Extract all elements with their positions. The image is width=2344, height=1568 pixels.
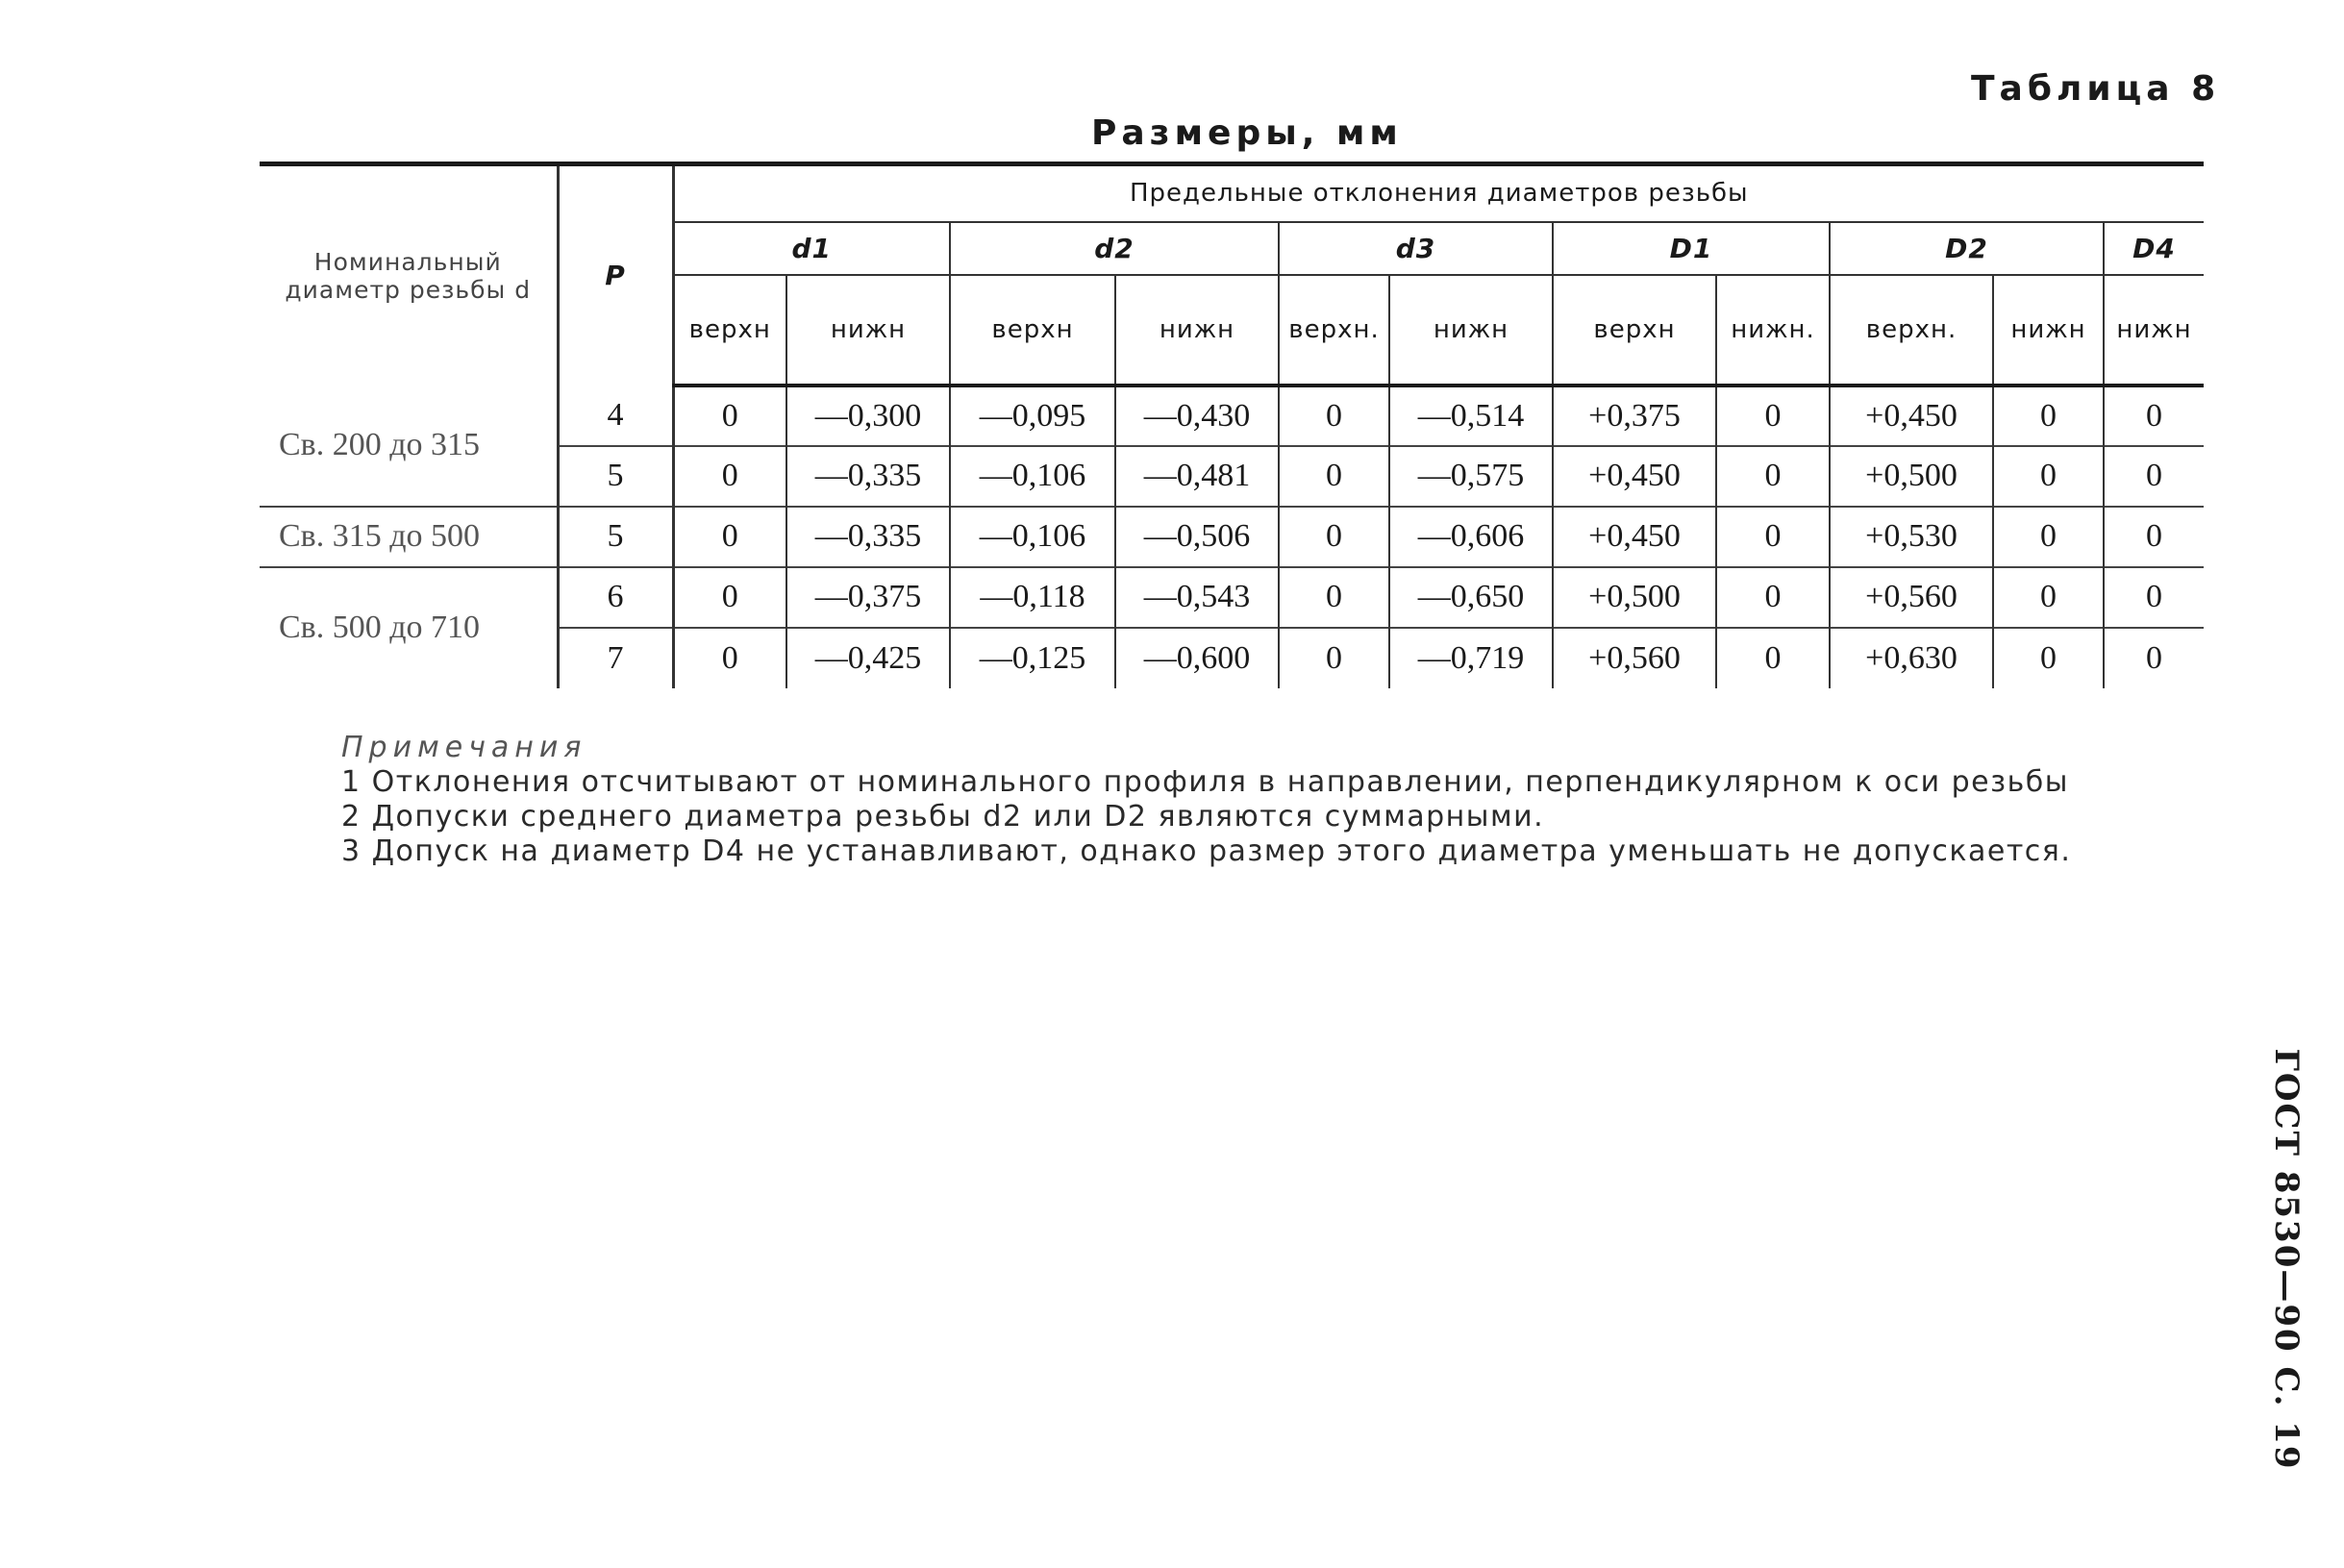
value-cell: —0,300 <box>786 386 950 446</box>
value-cell: 0 <box>1716 628 1830 688</box>
value-cell: —0,335 <box>786 507 950 567</box>
note-item: 1 Отклонения отсчитывают от номинального профиля в направлении, перпендикулярном к оси резьбы <box>341 765 2069 799</box>
value-cell: 0 <box>1993 628 2104 688</box>
value-cell: +0,560 <box>1830 567 1993 628</box>
value-cell: —0,430 <box>1115 386 1279 446</box>
value-cell: 0 <box>1716 567 1830 628</box>
pitch-cell: 7 <box>558 628 673 688</box>
notes-block <box>341 731 2071 869</box>
standard-side-label <box>2267 1048 2306 1471</box>
value-cell: —0,650 <box>1389 567 1553 628</box>
value-cell: 0 <box>673 628 786 688</box>
header-leaf: нижн <box>2104 275 2204 386</box>
value-cell: 0 <box>673 507 786 567</box>
header-leaf: верхн <box>950 275 1115 386</box>
value-cell: 0 <box>1279 628 1389 688</box>
table-row <box>260 386 2204 446</box>
value-cell: —0,375 <box>786 567 950 628</box>
value-cell: +0,450 <box>1553 507 1716 567</box>
table-row <box>260 567 2204 628</box>
value-cell: 0 <box>1716 446 1830 507</box>
value-cell: —0,506 <box>1115 507 1279 567</box>
note-item: 3 Допуск на диаметр D4 не устанавливают, однако размер этого диаметра уменьшать не допускается. <box>341 834 2072 868</box>
value-cell: 0 <box>1993 446 2104 507</box>
header-nominal-diameter: Номинальный диаметр резьбы d <box>260 164 558 386</box>
value-cell: +0,530 <box>1830 507 1993 567</box>
value-cell: 0 <box>1993 567 2104 628</box>
header-limit-deviations: Предельные отклонения диаметров резьбы <box>673 164 2204 222</box>
header-D1: D1 <box>1553 222 1830 275</box>
value-cell: 0 <box>2104 446 2204 507</box>
value-cell: —0,425 <box>786 628 950 688</box>
header-pitch: P <box>558 164 673 386</box>
value-cell: —0,606 <box>1389 507 1553 567</box>
value-cell: 0 <box>1279 507 1389 567</box>
value-cell: +0,375 <box>1553 386 1716 446</box>
value-cell: 0 <box>2104 507 2204 567</box>
deviation-table <box>260 162 2204 688</box>
value-cell: —0,095 <box>950 386 1115 446</box>
value-cell: —0,543 <box>1115 567 1279 628</box>
value-cell: —0,335 <box>786 446 950 507</box>
value-cell: 0 <box>1279 446 1389 507</box>
value-cell: —0,575 <box>1389 446 1553 507</box>
value-cell: +0,450 <box>1830 386 1993 446</box>
pitch-cell: 5 <box>558 507 673 567</box>
header-leaf: верхн <box>1553 275 1716 386</box>
value-cell: 0 <box>1279 567 1389 628</box>
value-cell: 0 <box>2104 386 2204 446</box>
table-row <box>260 507 2204 567</box>
value-cell: —0,106 <box>950 446 1115 507</box>
value-cell: —0,719 <box>1389 628 1553 688</box>
header-leaf: нижн <box>786 275 950 386</box>
table-label: Таблица 8 <box>1971 69 2221 109</box>
header-leaf: верхн <box>673 275 786 386</box>
value-cell: 0 <box>1993 386 2104 446</box>
value-cell: 0 <box>1716 507 1830 567</box>
notes-title: Примечания <box>341 731 587 764</box>
header-D4: D4 <box>2104 222 2204 275</box>
value-cell: +0,630 <box>1830 628 1993 688</box>
header-leaf: нижн <box>1389 275 1553 386</box>
value-cell: +0,500 <box>1830 446 1993 507</box>
value-cell: 0 <box>1279 386 1389 446</box>
value-cell: 0 <box>2104 567 2204 628</box>
value-cell: —0,481 <box>1115 446 1279 507</box>
header-D2: D2 <box>1830 222 2104 275</box>
pitch-cell: 6 <box>558 567 673 628</box>
header-leaf: верхн. <box>1279 275 1389 386</box>
header-leaf: нижн <box>1115 275 1279 386</box>
value-cell: 0 <box>673 446 786 507</box>
value-cell: 0 <box>673 386 786 446</box>
note-item: 2 Допуски среднего диаметра резьбы d2 или D2 являются суммарными. <box>341 800 1545 834</box>
value-cell: 0 <box>1716 386 1830 446</box>
diameter-range: Св. 315 до 500 <box>260 507 558 567</box>
value-cell: —0,514 <box>1389 386 1553 446</box>
header-leaf: верхн. <box>1830 275 1993 386</box>
header-d3: d3 <box>1279 222 1553 275</box>
value-cell: —0,106 <box>950 507 1115 567</box>
table-caption: Размеры, мм <box>1091 113 1403 153</box>
value-cell: 0 <box>673 567 786 628</box>
diameter-range: Св. 200 до 315 <box>260 386 558 507</box>
header-leaf: нижн. <box>1716 275 1830 386</box>
value-cell: —0,125 <box>950 628 1115 688</box>
value-cell: 0 <box>2104 628 2204 688</box>
value-cell: —0,600 <box>1115 628 1279 688</box>
value-cell: —0,118 <box>950 567 1115 628</box>
header-leaf: нижн <box>1993 275 2104 386</box>
value-cell: +0,560 <box>1553 628 1716 688</box>
value-cell: 0 <box>1993 507 2104 567</box>
value-cell: +0,500 <box>1553 567 1716 628</box>
standard-page-label: ГОСТ 8530—90 С. 19 <box>2267 1048 2306 1471</box>
header-d2: d2 <box>950 222 1279 275</box>
pitch-cell: 4 <box>607 396 624 433</box>
header-d1: d1 <box>673 222 950 275</box>
diameter-range: Св. 500 до 710 <box>260 567 558 688</box>
value-cell: +0,450 <box>1553 446 1716 507</box>
pitch-cell: 5 <box>558 446 673 507</box>
